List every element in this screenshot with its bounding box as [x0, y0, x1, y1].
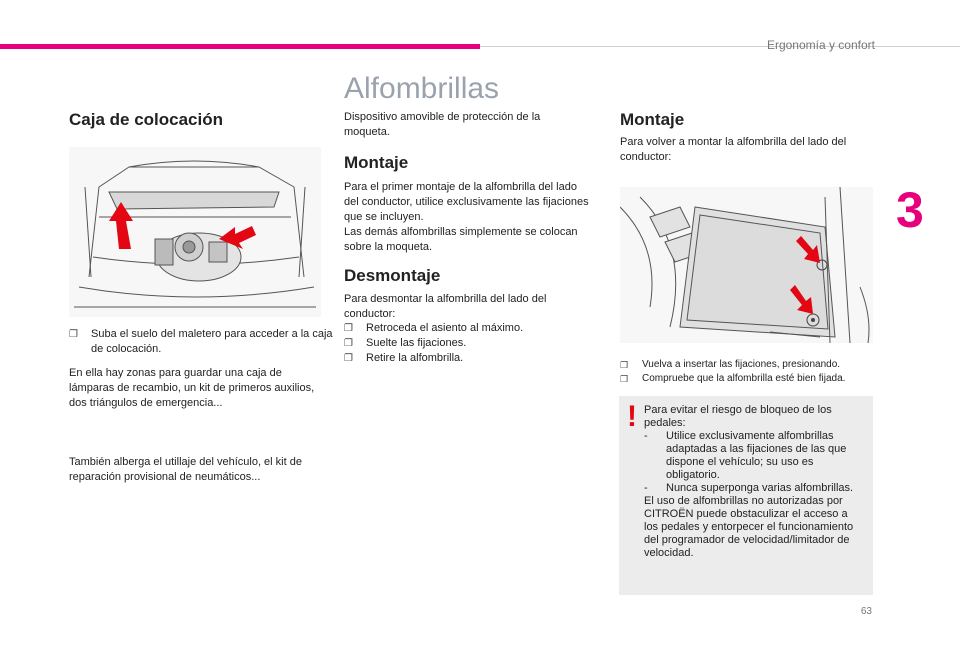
- list-item: ❐ Retroceda el asiento al máximo.: [344, 322, 524, 334]
- list-item: ❐ Suelte las fijaciones.: [344, 337, 467, 349]
- chapter-number: 3: [896, 182, 924, 238]
- exclamation-warning-icon: !: [627, 400, 637, 433]
- paragraph-desmontar: Para desmontar la alfombrilla del lado del conductor:: [344, 293, 547, 320]
- page-number: 63: [860, 606, 872, 617]
- warning-dash-item: - Nunca superponga varias alfombrillas.: [644, 482, 854, 494]
- paragraph-zonas: En ella hay zonas para guardar una caja de lámparas de recambio, un kit de primeros auxilios, dos triángulos de emergencia...: [69, 367, 315, 409]
- intro-dispositivo: Dispositivo amovible de protección de la moqueta.: [344, 111, 541, 138]
- floor-mat-drawing: [620, 187, 873, 343]
- paragraph-utillaje: También alberga el utillaje del vehículo, el kit de reparación provisional de neumáticos...: [69, 456, 302, 483]
- warning-box: [619, 396, 873, 595]
- trunk-illustration: [69, 147, 321, 317]
- bullet-marker-icon: ❐: [344, 353, 353, 364]
- list-item: ❐ Vuelva a insertar las fijaciones, presionando.: [620, 359, 841, 370]
- paragraph-demas-alfombrillas: Las demás alfombrillas simplemente se colocan sobre la moqueta.: [344, 226, 578, 253]
- bullet-marker-icon: ❐: [69, 329, 78, 340]
- warning-intro: Para evitar el riesgo de bloqueo de los pedales:: [644, 404, 832, 429]
- floor-mat-illustration: [620, 187, 873, 343]
- fixing-bullet-list: [620, 358, 880, 386]
- header-accent-bar: [0, 44, 480, 49]
- bullet-suba: [69, 327, 343, 357]
- bullet-marker-icon: ❐: [344, 338, 353, 349]
- section-title-caja: Caja de colocación: [69, 110, 223, 129]
- section-title-montaje-2: Montaje: [620, 110, 685, 129]
- bullet-marker-icon: ❐: [620, 360, 629, 370]
- header-divider: [480, 46, 960, 47]
- warning-text: [644, 404, 862, 560]
- desmontaje-bullet-list: [344, 321, 592, 366]
- section-title-montaje-1: Montaje: [344, 153, 409, 172]
- list-item: ❐ Compruebe que la alfombrilla esté bien fijada.: [620, 373, 846, 384]
- warning-outro: El uso de alfombrillas no autorizadas por CITROËN puede obstaculizar el acceso a los pedales y entorpecer el funcionamiento del programador de velocidad/limitador de velocidad.: [644, 495, 854, 559]
- bullet-marker-icon: ❐: [620, 374, 629, 384]
- warning-dash-item: - Utilice exclusivamente alfombrillas adaptadas a las fijaciones de las que dispone el vehículo; su uso es obligatorio.: [644, 430, 847, 481]
- section-header-title: Ergonomía y confort: [766, 38, 875, 52]
- page-title: Alfombrillas: [344, 72, 500, 105]
- bullet-marker-icon: ❐: [344, 323, 353, 334]
- section-title-desmontaje: Desmontaje: [344, 266, 441, 285]
- bullet-text: Suba el suelo del maletero para acceder a la caja de colocación.: [91, 328, 333, 355]
- paragraph-primer-montaje: Para el primer montaje de la alfombrilla del lado del conductor, utilice exclusivamente las fijaciones que se incluyen.: [344, 181, 589, 223]
- trunk-drawing: [69, 147, 321, 317]
- paragraph-volver-montar: Para volver a montar la alfombrilla del lado del conductor:: [620, 136, 847, 163]
- list-item: ❐ Retire la alfombrilla.: [344, 352, 464, 364]
